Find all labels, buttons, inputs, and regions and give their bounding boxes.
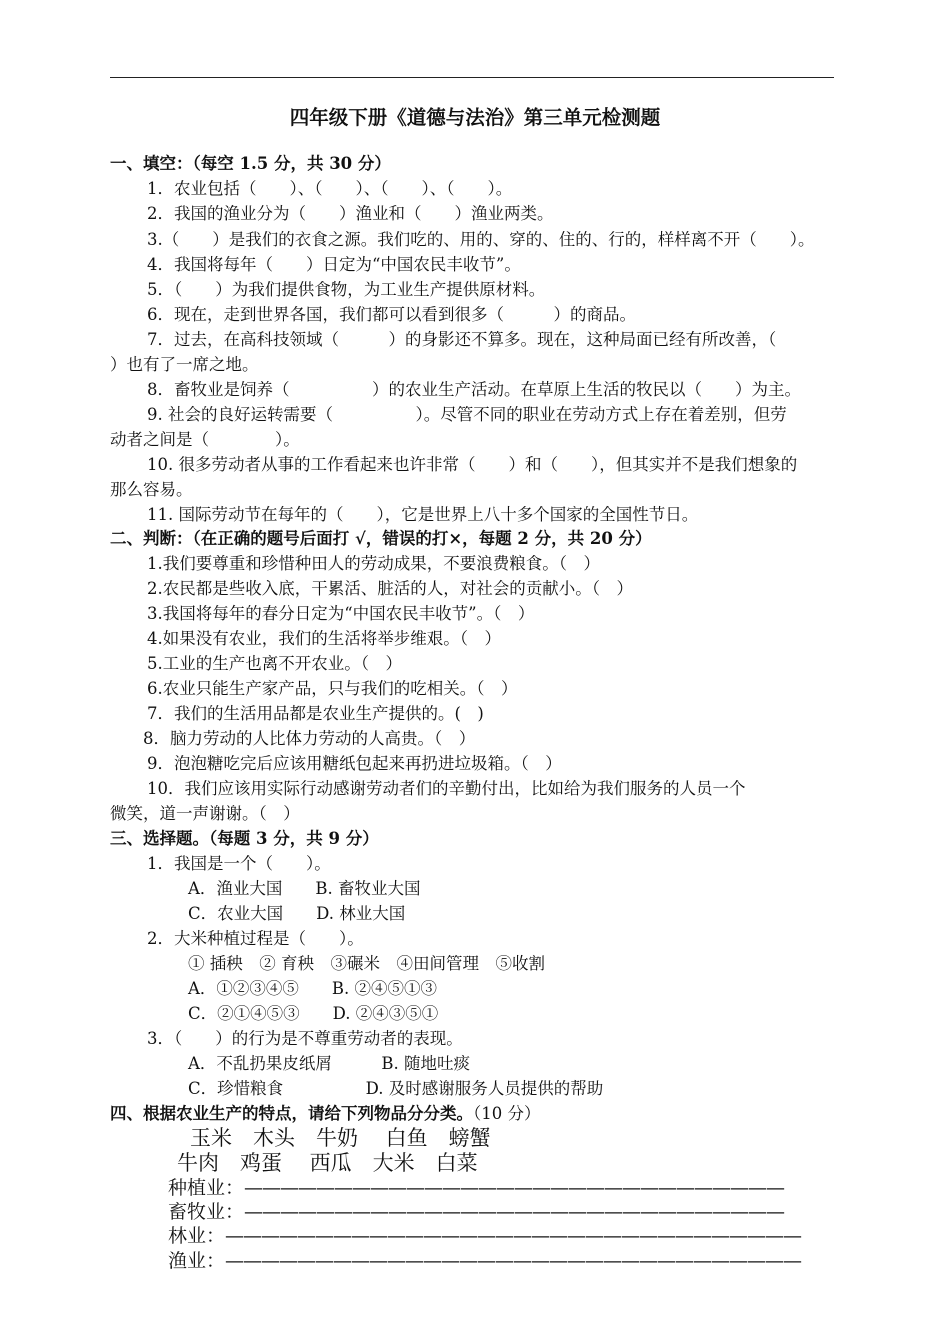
fill-question-9: 9. 社会的良好运转需要（ ）。尽管不同的职业在劳动方式上存在着差别，但劳: [147, 405, 787, 424]
header-rule: [110, 77, 834, 78]
fill-row-livestock: [168, 1201, 784, 1223]
fill-question-3: 3.（ ）是我们的衣食之源。我们吃的、用的、穿的、住的、行的，样样离不开（ ）。: [147, 230, 815, 249]
fill-question-2: 2．我国的渔业分为（ ）渔业和（ ）渔业两类。: [147, 204, 554, 223]
fill-question-7-continued: ）也有了一席之地。: [110, 355, 259, 374]
choice-3-options-ab: A．不乱扔果皮纸屑 B. 随地吐痰: [188, 1054, 471, 1073]
choice-3-options-cd: C．珍惜粮食 D. 及时感谢服务人员提供的帮助: [188, 1079, 604, 1098]
judge-question-4: 4.如果没有农业，我们的生活将举步维艰。（ ）: [147, 629, 501, 648]
livestock-label: 畜牧业：: [168, 1201, 245, 1223]
fill-question-10: 10. 很多劳动者从事的工作看起来也许非常（ ）和（ ），但其实并不是我们想象的: [147, 455, 798, 474]
section1-heading: 一、填空：（每空 1.5 分，共 30 分）: [110, 154, 391, 173]
planting-answer-line[interactable]: ——————————————————————————————: [244, 1177, 785, 1199]
choice-question-1: 1．我国是一个（ ）。: [147, 854, 331, 873]
fill-question-1: 1．农业包括（ ）、（ ）、（ ）、（ ）。: [147, 179, 513, 198]
fill-row-forestry: [168, 1225, 801, 1247]
fill-question-6: 6．现在，走到世界各国，我们都可以看到很多（ ）的商品。: [147, 305, 636, 324]
fill-question-11: 11. 国际劳动节在每年的（ ），它是世界上八十多个国家的全国性节日。: [147, 505, 699, 524]
classify-items-row-2: 牛肉 鸡蛋 西瓜 大米 白菜: [177, 1151, 478, 1175]
section4-heading-text: 四、根据农业生产的特点，请给下列物品分分类。: [110, 1104, 473, 1123]
forestry-answer-line[interactable]: ————————————————————————————————: [225, 1225, 802, 1247]
fill-row-planting: [168, 1177, 784, 1199]
judge-question-6: 6.农业只能生产家产品，只与我们的吃相关。（ ）: [147, 679, 518, 698]
section4-heading: [110, 1103, 541, 1125]
fill-question-4: 4．我国将每年（ ）日定为“中国农民丰收节”。: [147, 255, 521, 274]
choice-2-options-ab: A．①②③④⑤ B. ②④⑤①③: [188, 979, 438, 998]
choice-question-2: 2．大米种植过程是（ ）。: [147, 929, 364, 948]
judge-question-5: 5.工业的生产也离不开农业。（ ）: [147, 654, 402, 673]
section3-heading: 三、选择题。（每题 3 分，共 9 分）: [110, 829, 379, 848]
judge-question-3: 3.我国将每年的春分日定为“中国农民丰收节”。（ ）: [147, 604, 535, 623]
livestock-answer-line[interactable]: ——————————————————————————————: [244, 1201, 785, 1223]
fill-question-7: 7．过去，在高科技领域（ ）的身影还不算多。现在，这种局面已经有所改善，（: [147, 330, 777, 349]
page-title: 四年级下册《道德与法治》第三单元检测题: [289, 106, 661, 129]
judge-question-8: 8．脑力劳动的人比体力劳动的人高贵。（ ）: [143, 729, 476, 748]
judge-question-2: 2.农民都是些收入底，干累活、脏活的人，对社会的贡献小。（ ）: [147, 579, 633, 598]
fill-question-5: 5．（ ）为我们提供食物，为工业生产提供原材料。: [147, 280, 546, 299]
judge-question-7: 7．我们的生活用品都是农业生产提供的。( ): [147, 704, 484, 723]
choice-question-3: 3．（ ）的行为是不尊重劳动者的表现。: [147, 1029, 463, 1048]
fill-row-fishery: [168, 1250, 801, 1272]
choice-2-steps: ① 插秧 ② 育秧 ③碾米 ④田间管理 ⑤收割: [188, 954, 545, 973]
classify-items-row-1: 玉米 木头 牛奶 白鱼 螃蟹: [190, 1126, 491, 1150]
choice-1-options-cd: C．农业大国 D. 林业大国: [188, 904, 406, 923]
forestry-label: 林业：: [168, 1225, 226, 1247]
choice-1-options-ab: A．渔业大国 B. 畜牧业大国: [188, 879, 421, 898]
judge-question-10-continued: 微笑，道一声谢谢。（ ）: [110, 804, 300, 823]
planting-label: 种植业：: [168, 1177, 245, 1199]
fill-question-10-continued: 那么容易。: [110, 480, 193, 499]
section4-points: （10 分）: [473, 1104, 541, 1123]
fishery-label: 渔业：: [168, 1250, 226, 1272]
choice-2-options-cd: C．②①④⑤③ D. ②④③⑤①: [188, 1004, 439, 1023]
section2-heading: 二、判断：（在正确的题号后面打 √，错误的打×，每题 2 分，共 20 分）: [110, 529, 652, 548]
judge-question-9: 9．泡泡糖吃完后应该用糖纸包起来再扔进垃圾箱。（ ）: [147, 754, 562, 773]
fill-question-9-continued: 动者之间是（ ）。: [110, 430, 300, 449]
fishery-answer-line[interactable]: ————————————————————————————————: [225, 1250, 802, 1272]
judge-question-10: 10．我们应该用实际行动感谢劳动者们的辛勤付出，比如给为我们服务的人员一个: [147, 779, 746, 798]
fill-question-8: 8．畜牧业是饲养（ ）的农业生产活动。在草原上生活的牧民以（ ）为主。: [147, 380, 801, 399]
judge-question-1: 1.我们要尊重和珍惜种田人的劳动成果，不要浪费粮食。（ ）: [147, 554, 600, 573]
